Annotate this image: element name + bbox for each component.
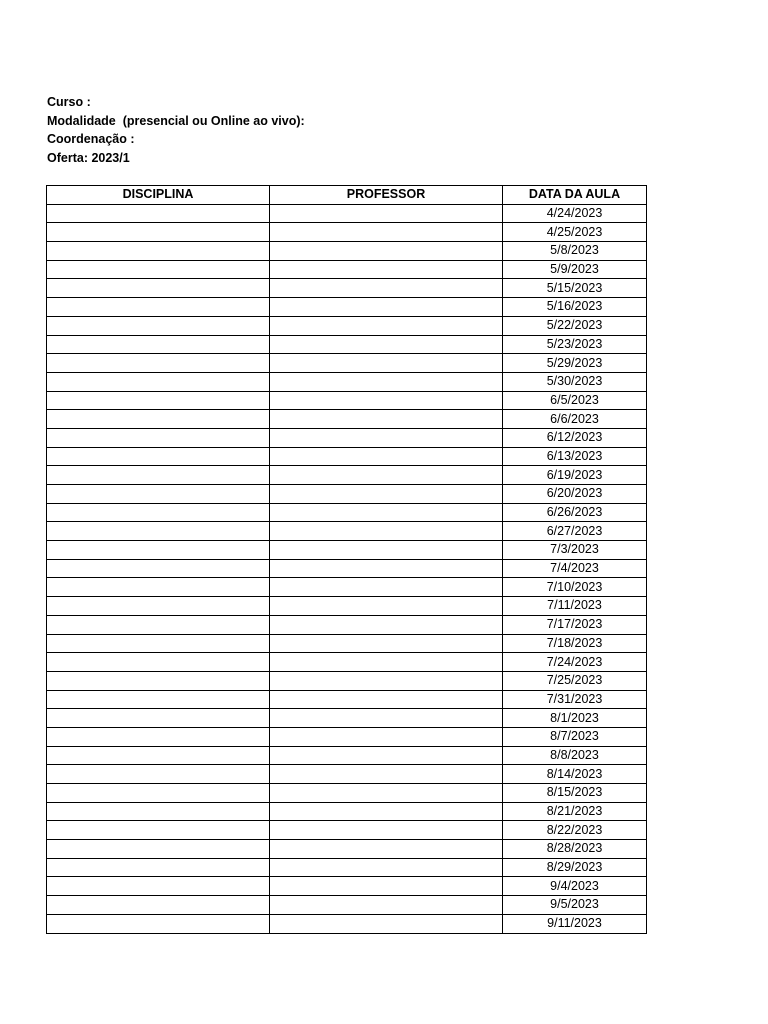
- professor-cell: [270, 242, 503, 261]
- professor-cell: [270, 485, 503, 504]
- table-row: [47, 578, 647, 597]
- disciplina-cell: [47, 802, 270, 821]
- disciplina-cell: [47, 690, 270, 709]
- professor-cell: [270, 372, 503, 391]
- table-row: [47, 765, 647, 784]
- table-row: [47, 428, 647, 447]
- data-da-aula-cell: 8/1/2023: [503, 709, 647, 728]
- data-da-aula-cell: 9/5/2023: [503, 896, 647, 915]
- data-da-aula-cell: 4/25/2023: [503, 223, 647, 242]
- professor-cell: [270, 466, 503, 485]
- professor-cell: [270, 597, 503, 616]
- data-da-aula-cell: 8/15/2023: [503, 784, 647, 803]
- disciplina-cell: [47, 298, 270, 317]
- data-da-aula-cell: 9/11/2023: [503, 914, 647, 933]
- data-da-aula-cell: 9/4/2023: [503, 877, 647, 896]
- professor-cell: [270, 653, 503, 672]
- disciplina-cell: [47, 634, 270, 653]
- data-da-aula-cell: 8/28/2023: [503, 840, 647, 859]
- disciplina-cell: [47, 896, 270, 915]
- table-row: [47, 260, 647, 279]
- professor-cell: [270, 391, 503, 410]
- data-da-aula-cell: 6/19/2023: [503, 466, 647, 485]
- disciplina-cell: [47, 316, 270, 335]
- table-row: [47, 896, 647, 915]
- disciplina-cell: [47, 335, 270, 354]
- document-header: [47, 93, 305, 167]
- disciplina-cell: [47, 914, 270, 933]
- disciplina-cell: [47, 223, 270, 242]
- table-row: [47, 671, 647, 690]
- column-header-professor: PROFESSOR: [270, 186, 503, 205]
- data-da-aula-cell: 8/14/2023: [503, 765, 647, 784]
- disciplina-cell: [47, 522, 270, 541]
- data-da-aula-cell: 7/17/2023: [503, 615, 647, 634]
- disciplina-cell: [47, 746, 270, 765]
- table-row: [47, 354, 647, 373]
- disciplina-cell: [47, 597, 270, 616]
- professor-cell: [270, 503, 503, 522]
- table-row: [47, 391, 647, 410]
- data-da-aula-cell: 8/22/2023: [503, 821, 647, 840]
- curso-label: Curso :: [47, 95, 91, 109]
- professor-cell: [270, 522, 503, 541]
- column-header-data-da-aula: DATA DA AULA: [503, 186, 647, 205]
- data-da-aula-cell: 8/29/2023: [503, 858, 647, 877]
- disciplina-cell: [47, 559, 270, 578]
- professor-cell: [270, 316, 503, 335]
- disciplina-cell: [47, 784, 270, 803]
- disciplina-cell: [47, 578, 270, 597]
- disciplina-cell: [47, 242, 270, 261]
- disciplina-cell: [47, 615, 270, 634]
- professor-cell: [270, 727, 503, 746]
- data-da-aula-cell: 7/11/2023: [503, 597, 647, 616]
- table-row: [47, 877, 647, 896]
- professor-cell: [270, 541, 503, 560]
- table-row: [47, 485, 647, 504]
- table-row: [47, 615, 647, 634]
- professor-cell: [270, 634, 503, 653]
- data-da-aula-cell: 6/12/2023: [503, 428, 647, 447]
- professor-cell: [270, 578, 503, 597]
- professor-cell: [270, 671, 503, 690]
- disciplina-cell: [47, 709, 270, 728]
- data-da-aula-cell: 5/22/2023: [503, 316, 647, 335]
- data-da-aula-cell: 8/8/2023: [503, 746, 647, 765]
- data-da-aula-cell: 6/13/2023: [503, 447, 647, 466]
- class-schedule-table: [46, 185, 647, 934]
- data-da-aula-cell: 5/9/2023: [503, 260, 647, 279]
- data-da-aula-cell: 6/27/2023: [503, 522, 647, 541]
- disciplina-cell: [47, 391, 270, 410]
- table-row: [47, 447, 647, 466]
- professor-cell: [270, 821, 503, 840]
- disciplina-cell: [47, 877, 270, 896]
- professor-cell: [270, 428, 503, 447]
- table-row: [47, 372, 647, 391]
- table-row: [47, 242, 647, 261]
- table-row: [47, 410, 647, 429]
- table-row: [47, 541, 647, 560]
- disciplina-cell: [47, 821, 270, 840]
- table-row: [47, 466, 647, 485]
- professor-cell: [270, 335, 503, 354]
- disciplina-cell: [47, 466, 270, 485]
- table-body: [47, 204, 647, 933]
- table-row: [47, 597, 647, 616]
- data-da-aula-cell: 5/8/2023: [503, 242, 647, 261]
- data-da-aula-cell: 5/29/2023: [503, 354, 647, 373]
- table-header-row: [47, 186, 647, 205]
- disciplina-cell: [47, 541, 270, 560]
- disciplina-cell: [47, 671, 270, 690]
- column-header-disciplina: DISCIPLINA: [47, 186, 270, 205]
- data-da-aula-cell: 5/30/2023: [503, 372, 647, 391]
- modalidade-label: Modalidade (presencial ou Online ao vivo):: [47, 113, 305, 128]
- table-row: [47, 204, 647, 223]
- data-da-aula-cell: 7/4/2023: [503, 559, 647, 578]
- disciplina-cell: [47, 447, 270, 466]
- data-da-aula-cell: 8/7/2023: [503, 727, 647, 746]
- table-row: [47, 802, 647, 821]
- professor-cell: [270, 896, 503, 915]
- disciplina-cell: [47, 858, 270, 877]
- professor-cell: [270, 709, 503, 728]
- professor-cell: [270, 765, 503, 784]
- data-da-aula-cell: 8/21/2023: [503, 802, 647, 821]
- data-da-aula-cell: 7/31/2023: [503, 690, 647, 709]
- table-row: [47, 821, 647, 840]
- data-da-aula-cell: 7/3/2023: [503, 541, 647, 560]
- professor-cell: [270, 298, 503, 317]
- disciplina-cell: [47, 485, 270, 504]
- table-row: [47, 316, 647, 335]
- disciplina-cell: [47, 765, 270, 784]
- disciplina-cell: [47, 279, 270, 298]
- coordenacao-label: Coordenação :: [47, 132, 135, 146]
- data-da-aula-cell: 6/26/2023: [503, 503, 647, 522]
- data-da-aula-cell: 7/10/2023: [503, 578, 647, 597]
- table-row: [47, 634, 647, 653]
- disciplina-cell: [47, 653, 270, 672]
- table-row: [47, 298, 647, 317]
- table-row: [47, 503, 647, 522]
- professor-cell: [270, 784, 503, 803]
- professor-cell: [270, 279, 503, 298]
- table-row: [47, 335, 647, 354]
- disciplina-cell: [47, 204, 270, 223]
- professor-cell: [270, 746, 503, 765]
- data-da-aula-cell: 7/24/2023: [503, 653, 647, 672]
- data-da-aula-cell: 5/16/2023: [503, 298, 647, 317]
- data-da-aula-cell: 6/5/2023: [503, 391, 647, 410]
- data-da-aula-cell: 7/25/2023: [503, 671, 647, 690]
- professor-cell: [270, 615, 503, 634]
- disciplina-cell: [47, 354, 270, 373]
- disciplina-cell: [47, 727, 270, 746]
- data-da-aula-cell: 6/6/2023: [503, 410, 647, 429]
- table-row: [47, 746, 647, 765]
- table-row: [47, 559, 647, 578]
- disciplina-cell: [47, 372, 270, 391]
- professor-cell: [270, 802, 503, 821]
- disciplina-cell: [47, 840, 270, 859]
- table-row: [47, 840, 647, 859]
- professor-cell: [270, 354, 503, 373]
- table-row: [47, 690, 647, 709]
- professor-cell: [270, 690, 503, 709]
- professor-cell: [270, 260, 503, 279]
- professor-cell: [270, 858, 503, 877]
- data-da-aula-cell: 6/20/2023: [503, 485, 647, 504]
- professor-cell: [270, 914, 503, 933]
- oferta-label: Oferta: 2023/1: [47, 150, 130, 165]
- disciplina-cell: [47, 503, 270, 522]
- professor-cell: [270, 447, 503, 466]
- professor-cell: [270, 204, 503, 223]
- table-row: [47, 727, 647, 746]
- professor-cell: [270, 559, 503, 578]
- table-row: [47, 858, 647, 877]
- disciplina-cell: [47, 410, 270, 429]
- table-row: [47, 522, 647, 541]
- table-row: [47, 223, 647, 242]
- table-row: [47, 914, 647, 933]
- data-da-aula-cell: 5/15/2023: [503, 279, 647, 298]
- table-row: [47, 784, 647, 803]
- disciplina-cell: [47, 260, 270, 279]
- professor-cell: [270, 223, 503, 242]
- professor-cell: [270, 410, 503, 429]
- data-da-aula-cell: 5/23/2023: [503, 335, 647, 354]
- data-da-aula-cell: 4/24/2023: [503, 204, 647, 223]
- table-row: [47, 279, 647, 298]
- table-row: [47, 709, 647, 728]
- data-da-aula-cell: 7/18/2023: [503, 634, 647, 653]
- disciplina-cell: [47, 428, 270, 447]
- professor-cell: [270, 877, 503, 896]
- professor-cell: [270, 840, 503, 859]
- table-row: [47, 653, 647, 672]
